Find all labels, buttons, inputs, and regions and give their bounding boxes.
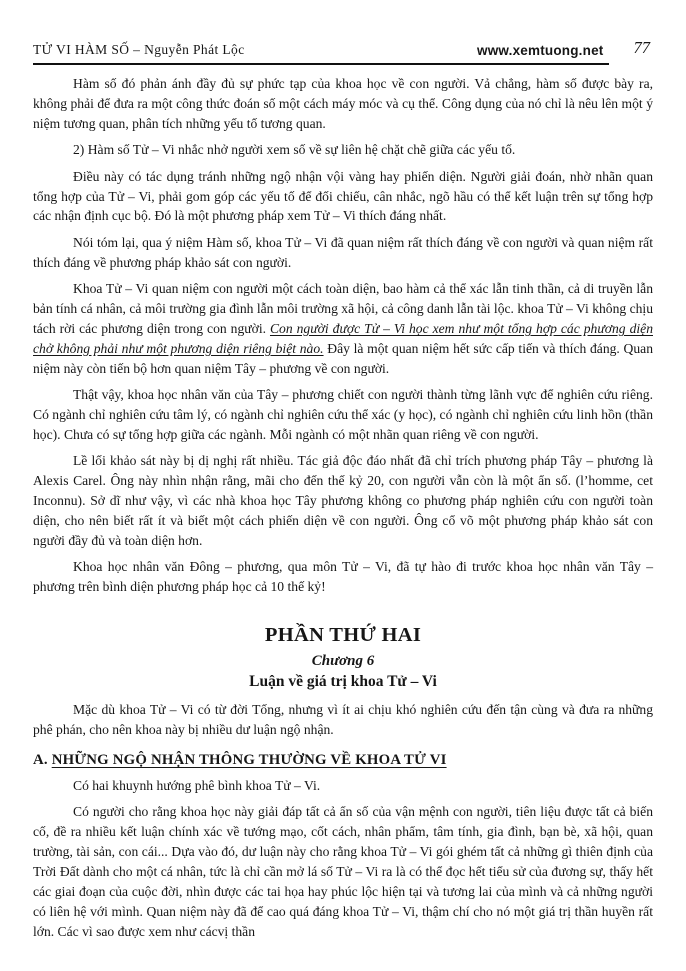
paragraph-5-emphasis: Con người được Tử – Vi học xem như một tổng hợp các phương diện chở không phải như một phương diện riêng biệt nào. bbox=[33, 320, 653, 356]
paragraph-5-lead: Khoa Tử – Vi quan niệm con người một cách toàn diện, bao hàm cả thể xác lẫn tinh thần, cả di truyền lẫn bản tính cá nhân, cả môi trường gia đình lẫn môi trường xã hội, cả công danh lẫn tài lộc. khoa Tử – Vi không chịu tách rời các phương diện trong con người. bbox=[33, 281, 653, 336]
paragraph-1: Hàm số đó phản ánh đầy đủ sự phức tạp của khoa học về con người. Vả chẳng, hàm số được bày ra, không phải để đưa ra một công thức đoán số một cách máy móc và cụ thể. Công dụng của nó chỉ là nêu lên một ý niệm tương quan, phân tích những yếu tố tương quan. bbox=[33, 76, 653, 131]
paragraph-4: Nói tóm lại, qua ý niệm Hàm số, khoa Tử – Vi đã quan niệm rất thích đáng về con người và quan niệm rất thích đáng về phương pháp khảo sát con người. bbox=[33, 234, 653, 270]
paragraph-6: Thật vậy, khoa học nhân văn của Tây – phương chiết con người thành từng lãnh vực để nghiên cứu riêng. Có ngành chỉ nghiên cứu tâm lý, có ngành chỉ nghiên cứu thể xác (y học), có ngành chỉ nghiên cứu linh hồn (thần học). Chưa có sự tổng hợp giữa các ngành. Mỗi ngành có một nhãn quan riêng về con người. bbox=[33, 387, 653, 442]
section-a-title: NHỮNG NGỘ NHẬN THÔNG THƯỜNG VỀ KHOA TỬ VI bbox=[51, 752, 447, 769]
section-a-heading bbox=[33, 752, 653, 769]
book-title: TỬ VI HÀM SỐ – Nguyễn Phát Lộc bbox=[33, 42, 245, 57]
paragraph-8: Khoa học nhân văn Đông – phương, qua môn Tử – Vi, đã tự hào đi trước khoa học nhân văn Tây – phương trên bình diện phương pháp học cả 10 thế kỷ! bbox=[33, 559, 653, 595]
section-a-prefix: A. bbox=[33, 752, 52, 769]
chapter-title: Luận về giá trị khoa Tử – Vi bbox=[249, 673, 437, 691]
page-header bbox=[33, 38, 653, 58]
document-body bbox=[33, 74, 653, 942]
paragraph-2: 2) Hàm số Tử – Vi nhắc nhở người xem số về sự liên hệ chặt chẽ giữa các yếu tố. bbox=[73, 142, 516, 158]
paragraph-11: Có người cho rằng khoa học này giải đáp tất cả ẩn số của vận mệnh con người, tiên liệu được tất cả biến cố, đề ra nhiều kết luận chính xác về tướng mạo, cốt cách, nhân phẩm, tâm tính, gia đình, bạn bè, xã hội, quan trường, tài sản, con cái... Dựa vào đó, dư luận này cho rằng khoa Tử – Vi gói ghém tất cả những gì thiên định của Trời Đất dành cho một cá nhân, tức là chỉ cần mở lá số Tử – Vi ra là có thể đọc hết tiểu sử của đương sự, thấy hết các giai đoạn của cuộc đời, nhìn được các tai họa hay phúc lộc hiện tại và tương lai của mình và cả những người có liên hệ với mình. Quan niệm này đã để cao quá đáng khoa Tử – Vi, thậm chí cho nó một giá trị thần huyền rất lớn. Các vì sao được xem như cácvị thần bbox=[33, 804, 653, 939]
header-divider bbox=[33, 63, 609, 65]
part-heading: PHẦN THỨ HAI bbox=[264, 624, 422, 647]
paragraph-3: Điều này có tác dụng tránh những ngộ nhận vội vàng hay phiến diện. Người giải đoán, nhờ nhãn quan tổng hợp của Tử – Vi, phải gom góp các yếu tố để đối chiếu, cân nhắc, ngõ hầu có thể kết luận trên sự tổng hợp các nhận định cục bộ. Đó là một phương pháp xem Tử – Vi thích đáng nhất. bbox=[33, 168, 653, 224]
paragraph-5 bbox=[33, 279, 653, 379]
paragraph-7: Lề lối khảo sát này bị dị nghị rất nhiều. Tác giả độc đáo nhất đã chỉ trích phương pháp Tây – phương là Alexis Carel. Ông này nhìn nhận rằng, mãi cho đến thế kỷ 20, con người vẫn còn là một ẩn số. (l’homme, cet Inconnu). Sở dĩ như vậy, vì các nhà khoa học Tây phương không co phương pháp nghiên cứu con người toàn diện, cho nên biết rất ít và biết một cách phiến diện về con người. Ông cổ võ một phương pháp khảo sát con người đầy đủ và toàn diện hơn. bbox=[33, 453, 653, 549]
paragraph-5-tail: Đây là một quan niệm hết sức cấp tiến và thích đáng. Quan niệm này còn tiến bộ hơn quan niệm Tây – phương về con người. bbox=[33, 340, 653, 376]
page-number: 77 bbox=[633, 38, 650, 57]
website-url: www.xemtuong.net bbox=[477, 43, 604, 58]
paragraph-10: Có hai khuynh hướng phê bình khoa Tử – Vi. bbox=[73, 778, 321, 794]
paragraph-9: Mặc dù khoa Tử – Vi có từ đời Tống, nhưng vì ít ai chịu khó nghiên cứu đến tận cùng và đưa ra những phê phán, cho nên khoa này bị nhiều dư luận ngộ nhận. bbox=[33, 702, 653, 738]
chapter-label: Chương 6 bbox=[311, 653, 375, 670]
